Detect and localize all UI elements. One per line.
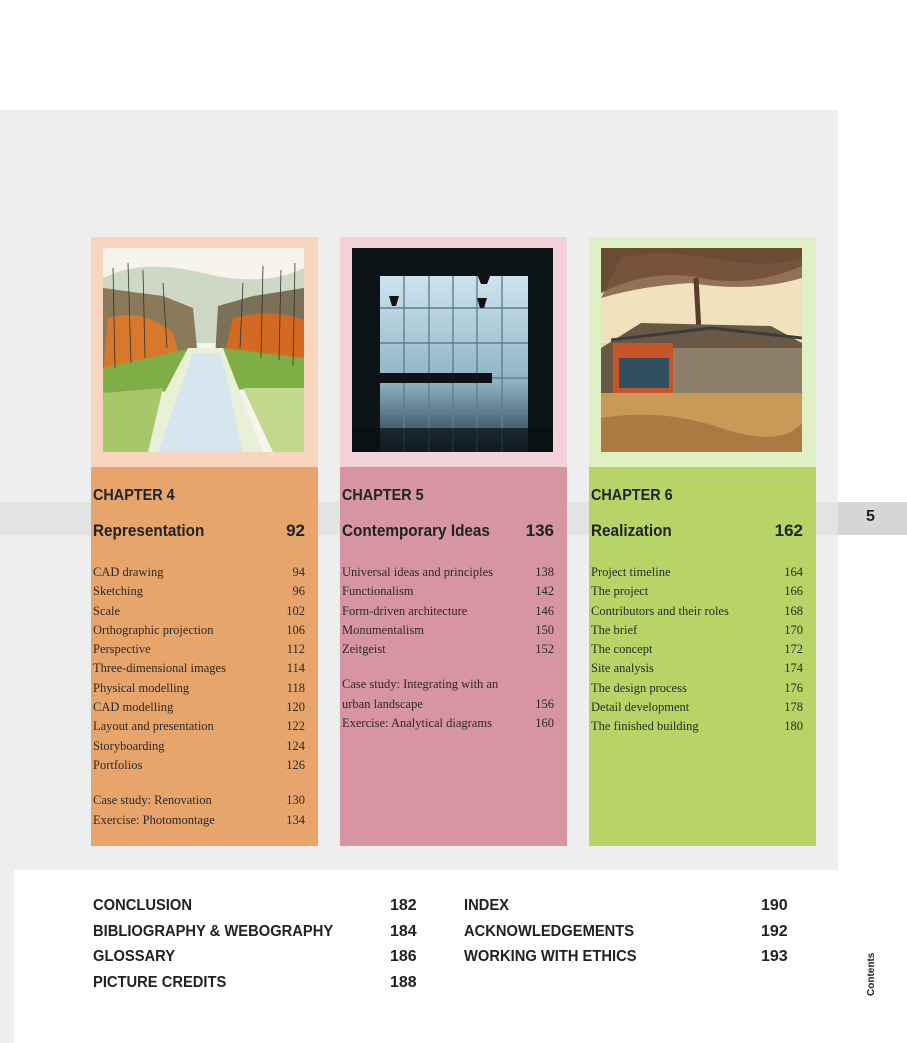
toc-entry[interactable] bbox=[591, 602, 803, 621]
toc-entry-page: 96 bbox=[292, 584, 305, 599]
chapter-page: 92 bbox=[286, 521, 305, 540]
toc-entry[interactable] bbox=[93, 698, 305, 717]
toc-entry[interactable] bbox=[93, 737, 305, 756]
page-number: 5 bbox=[866, 508, 875, 525]
toc-entry[interactable] bbox=[93, 791, 305, 810]
toc-entry-title: urban landscape bbox=[342, 696, 423, 711]
toc-entry[interactable] bbox=[591, 679, 803, 698]
toc-entry[interactable] bbox=[93, 640, 305, 659]
back-matter-page: 192 bbox=[761, 922, 788, 940]
toc-entry-page: 138 bbox=[535, 565, 554, 579]
toc-entry[interactable] bbox=[591, 717, 803, 736]
back-matter-title: BIBLIOGRAPHY & WEBOGRAPHY bbox=[93, 922, 334, 940]
toc-entry-page: 172 bbox=[784, 642, 803, 657]
toc-entry-page: 118 bbox=[286, 680, 305, 695]
toc-entry-title: Three-dimensional images bbox=[93, 661, 226, 676]
toc-entry-title: Layout and presentation bbox=[93, 719, 214, 734]
chapter-card-5[interactable] bbox=[340, 237, 567, 846]
toc-entry-page: 150 bbox=[535, 622, 554, 637]
toc-entry[interactable] bbox=[93, 621, 305, 640]
toc-entry[interactable] bbox=[342, 563, 554, 582]
chapter-card-4[interactable] bbox=[91, 237, 318, 846]
back-matter-page: 182 bbox=[390, 897, 417, 914]
toc-entry-title: The finished building bbox=[591, 719, 699, 734]
toc-entry-title: Form-driven architecture bbox=[342, 603, 468, 618]
toc-entry[interactable] bbox=[93, 756, 305, 775]
toc-entry-title: The concept bbox=[591, 642, 653, 657]
chapter-label: CHAPTER 4 bbox=[93, 487, 175, 504]
toc-entry-title: Case study: Integrating with an bbox=[342, 677, 499, 692]
toc-entry[interactable] bbox=[591, 563, 803, 582]
toc-entry-title: Case study: Renovation bbox=[93, 793, 212, 808]
back-matter-page: 188 bbox=[390, 973, 417, 991]
toc-entry[interactable] bbox=[591, 582, 803, 601]
toc-entry-page: 178 bbox=[784, 700, 803, 715]
toc-entry[interactable] bbox=[93, 679, 305, 698]
toc-entry-title: Scale bbox=[93, 603, 121, 618]
toc-entry-title: Project timeline bbox=[591, 565, 671, 579]
chapter-toc-list bbox=[342, 563, 554, 733]
back-matter-title: ACKNOWLEDGEMENTS bbox=[464, 922, 635, 940]
toc-entry-page: 168 bbox=[784, 603, 803, 618]
toc-entry[interactable] bbox=[342, 675, 554, 694]
chapter-title[interactable]: Contemporary Ideas bbox=[342, 521, 490, 540]
toc-entry-page: 164 bbox=[784, 565, 803, 579]
toc-entry-title: Storyboarding bbox=[93, 738, 165, 753]
toc-entry[interactable] bbox=[342, 602, 554, 621]
toc-entry[interactable] bbox=[591, 659, 803, 678]
toc-entry-page: 166 bbox=[784, 584, 803, 599]
toc-entry-page: 152 bbox=[535, 642, 554, 657]
toc-entry-title: Orthographic projection bbox=[93, 622, 214, 637]
toc-entry[interactable] bbox=[342, 695, 554, 714]
toc-entry[interactable] bbox=[93, 582, 305, 601]
toc-entry-page: 102 bbox=[286, 603, 305, 618]
toc-entry-title: Universal ideas and principles bbox=[342, 565, 493, 579]
toc-entry-title: Contributors and their roles bbox=[591, 603, 729, 618]
back-matter-page: 184 bbox=[390, 922, 417, 940]
toc-entry-page: 130 bbox=[286, 793, 305, 808]
toc-entry-page: 142 bbox=[535, 584, 554, 599]
back-matter-page: 186 bbox=[390, 948, 417, 965]
toc-entry-title: Physical modelling bbox=[93, 680, 190, 695]
back-matter-title: CONCLUSION bbox=[93, 897, 192, 914]
toc-entry-page: 146 bbox=[535, 603, 554, 618]
chapter-title[interactable]: Realization bbox=[591, 521, 672, 540]
toc-entry-page: 160 bbox=[535, 716, 554, 731]
toc-entry-title: The design process bbox=[591, 680, 687, 695]
toc-entry[interactable] bbox=[93, 602, 305, 621]
toc-entry-title: Perspective bbox=[93, 642, 151, 657]
toc-entry-title: Functionalism bbox=[342, 584, 414, 599]
toc-entry-title: CAD drawing bbox=[93, 565, 164, 579]
chapter-page: 162 bbox=[774, 521, 803, 540]
toc-entry-page: 170 bbox=[784, 622, 803, 637]
chapter-label: CHAPTER 6 bbox=[591, 487, 673, 504]
back-matter-title: PICTURE CREDITS bbox=[93, 973, 227, 991]
toc-entry-page: 126 bbox=[286, 757, 305, 772]
toc-entry[interactable] bbox=[342, 582, 554, 601]
back-matter-page: 190 bbox=[761, 897, 788, 914]
toc-entry-title: Exercise: Photomontage bbox=[93, 812, 215, 827]
back-matter-title: WORKING WITH ETHICS bbox=[464, 948, 637, 965]
riverbank-sketch-illustration bbox=[103, 248, 304, 452]
back-matter-title: INDEX bbox=[464, 897, 509, 914]
side-section-label: Contents bbox=[866, 952, 877, 996]
toc-entry-title: Portfolios bbox=[93, 757, 143, 772]
toc-entry-title: CAD modelling bbox=[93, 700, 174, 715]
chapter-page: 136 bbox=[525, 521, 554, 540]
toc-entry-page: 134 bbox=[286, 812, 305, 827]
back-matter-page: 193 bbox=[761, 948, 788, 965]
toc-entry-title: The brief bbox=[591, 622, 638, 637]
toc-entry-title: Site analysis bbox=[591, 661, 654, 676]
toc-entry-page: 120 bbox=[286, 700, 305, 715]
toc-entry[interactable] bbox=[342, 621, 554, 640]
toc-entry-page: 176 bbox=[784, 680, 803, 695]
toc-entry-title: Sketching bbox=[93, 584, 143, 599]
toc-entry-page: 106 bbox=[286, 622, 305, 637]
toc-entry[interactable] bbox=[93, 717, 305, 736]
toc-entry[interactable] bbox=[93, 659, 305, 678]
toc-entry-page: 94 bbox=[292, 565, 305, 579]
grey-left-strip bbox=[0, 870, 14, 1043]
toc-entry-page: 180 bbox=[784, 719, 803, 734]
chapter-toc-list bbox=[93, 563, 305, 830]
toc-entry-page: 156 bbox=[535, 696, 554, 711]
toc-entry-page: 174 bbox=[784, 661, 803, 676]
back-matter-title: GLOSSARY bbox=[93, 948, 176, 965]
toc-entry-page: 124 bbox=[286, 738, 305, 753]
toc-entry[interactable] bbox=[93, 563, 305, 582]
toc-entry-title: Exercise: Analytical diagrams bbox=[342, 716, 492, 731]
toc-entry-title: The project bbox=[591, 584, 649, 599]
toc-entry-page: 112 bbox=[286, 642, 305, 657]
toc-entry[interactable] bbox=[342, 714, 554, 733]
glass-wall-interior-photo bbox=[352, 248, 553, 452]
toc-entry[interactable] bbox=[342, 640, 554, 659]
building-under-tree-rendering bbox=[601, 248, 802, 452]
toc-entry[interactable] bbox=[93, 811, 305, 830]
toc-entry-title: Detail development bbox=[591, 700, 690, 715]
toc-entry[interactable] bbox=[591, 621, 803, 640]
toc-entry-page: 114 bbox=[286, 661, 305, 676]
toc-entry-title: Monumentalism bbox=[342, 622, 424, 637]
toc-entry[interactable] bbox=[591, 698, 803, 717]
chapter-label: CHAPTER 5 bbox=[342, 487, 424, 504]
chapter-card-6[interactable] bbox=[589, 237, 816, 846]
toc-entry-title: Zeitgeist bbox=[342, 642, 386, 657]
chapter-toc-list bbox=[591, 563, 803, 737]
chapter-title[interactable]: Representation bbox=[93, 521, 205, 540]
toc-entry-page: 122 bbox=[286, 719, 305, 734]
toc-entry[interactable] bbox=[591, 640, 803, 659]
